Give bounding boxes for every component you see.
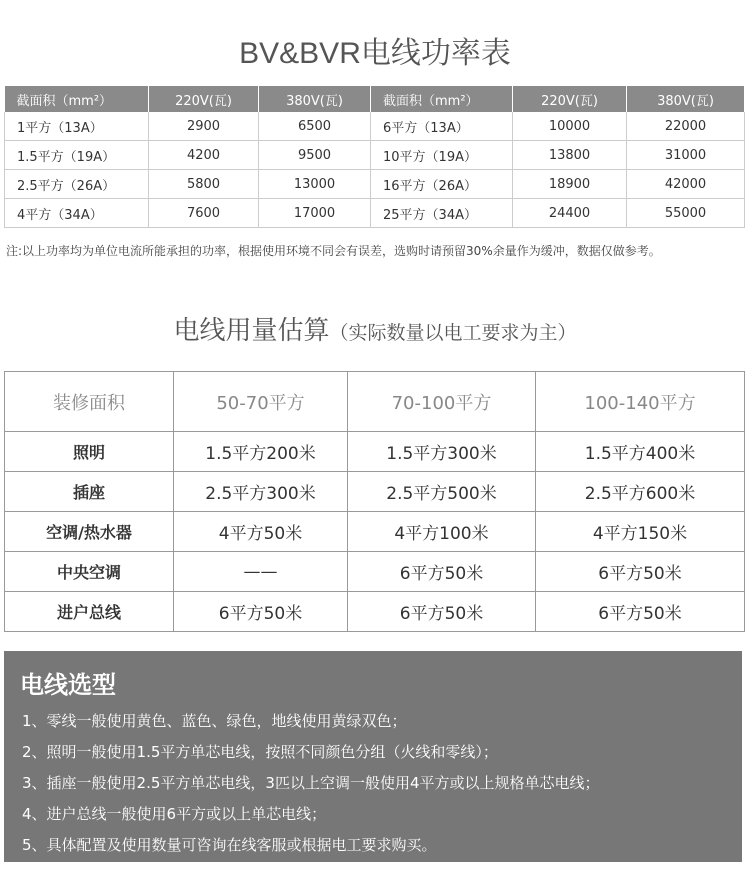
- table-cell: 4200: [149, 141, 259, 170]
- table-cell: 22000: [627, 112, 745, 141]
- table-cell: ——: [174, 552, 348, 592]
- table-cell: 1.5平方200米: [174, 432, 348, 472]
- row-label: 中央空调: [5, 552, 174, 592]
- row-label: 插座: [5, 472, 174, 512]
- table-cell: 9500: [259, 141, 371, 170]
- table-cell: 17000: [259, 199, 371, 228]
- row-label: 进户总线: [5, 592, 174, 632]
- table-cell: 2900: [149, 112, 259, 141]
- table-cell: 6平方50米: [536, 592, 745, 632]
- table-row: [5, 552, 745, 592]
- row-label: 照明: [5, 432, 174, 472]
- table-cell: 4平方100米: [348, 512, 536, 552]
- table-cell: 13000: [259, 170, 371, 199]
- table-cell: 6500: [259, 112, 371, 141]
- table-cell: 31000: [627, 141, 745, 170]
- table-cell: 4平方（34A）: [5, 199, 149, 228]
- table-row: [5, 472, 745, 512]
- header-cell: 380V(瓦): [259, 86, 371, 112]
- table-cell: 6平方50米: [348, 552, 536, 592]
- header-cell: 装修面积: [5, 372, 174, 432]
- table-cell: 13800: [513, 141, 627, 170]
- table-row: [5, 432, 745, 472]
- power-table-header: [5, 86, 745, 112]
- table-cell: 6平方（13A）: [371, 112, 513, 141]
- table-cell: 6平方50米: [348, 592, 536, 632]
- header-cell: 380V(瓦): [627, 86, 745, 112]
- header-cell: 220V(瓦): [149, 86, 259, 112]
- power-table-title: BV&BVR电线功率表: [239, 37, 511, 70]
- table-cell: 2.5平方500米: [348, 472, 536, 512]
- table-row: [5, 512, 745, 552]
- wire-selection-panel: [4, 651, 742, 862]
- table-cell: 4平方150米: [536, 512, 745, 552]
- table-cell: 1.5平方400米: [536, 432, 745, 472]
- header-cell: 截面积（mm²）: [371, 86, 513, 112]
- table-cell: 10000: [513, 112, 627, 141]
- power-table: [4, 86, 745, 228]
- table-row: [5, 141, 745, 170]
- table-cell: 1平方（13A）: [5, 112, 149, 141]
- table-cell: 24400: [513, 199, 627, 228]
- header-cell: 截面积（mm²）: [5, 86, 149, 112]
- table-cell: 10平方（19A）: [371, 141, 513, 170]
- usage-title-subtitle: （实际数量以电工要求为主）: [329, 322, 577, 344]
- table-cell: 55000: [627, 199, 745, 228]
- table-row: [5, 170, 745, 199]
- table-cell: 2.5平方300米: [174, 472, 348, 512]
- table-row: [5, 199, 745, 228]
- usage-table-title: [0, 310, 750, 347]
- table-cell: 5800: [149, 170, 259, 199]
- table-row: [5, 112, 745, 141]
- table-cell: 7600: [149, 199, 259, 228]
- header-cell: 220V(瓦): [513, 86, 627, 112]
- table-cell: 25平方（34A）: [371, 199, 513, 228]
- header-cell: 100-140平方: [536, 372, 745, 432]
- list-item: 1、零线一般使用黄色、蓝色、绿色，地线使用黄绿双色；: [22, 712, 407, 730]
- table-cell: 6平方50米: [536, 552, 745, 592]
- table-cell: 42000: [627, 170, 745, 199]
- table-cell: 4平方50米: [174, 512, 348, 552]
- table-cell: 2.5平方600米: [536, 472, 745, 512]
- header-cell: 70-100平方: [348, 372, 536, 432]
- table-cell: 1.5平方（19A）: [5, 141, 149, 170]
- usage-table: [4, 371, 745, 632]
- header-cell: 50-70平方: [174, 372, 348, 432]
- list-item: 3、插座一般使用2.5平方单芯电线，3匹以上空调一般使用4平方或以上规格单芯电线；: [22, 774, 600, 792]
- usage-table-header: [5, 372, 745, 432]
- table-row: [5, 592, 745, 632]
- table-cell: 6平方50米: [174, 592, 348, 632]
- wire-selection-title: 电线选型: [20, 671, 116, 699]
- table-cell: 16平方（26A）: [371, 170, 513, 199]
- list-item: 5、具体配置及使用数量可咨询在线客服或根据电工要求购买。: [22, 836, 437, 854]
- usage-title-main: 电线用量估算: [173, 316, 330, 346]
- table-cell: 18900: [513, 170, 627, 199]
- wire-selection-list: [22, 711, 600, 866]
- list-item: 2、照明一般使用1.5平方单芯电线，按照不同颜色分组（火线和零线）；: [22, 743, 498, 761]
- row-label: 空调/热水器: [5, 512, 174, 552]
- list-item: 4、进户总线一般使用6平方或以上单芯电线；: [22, 805, 327, 823]
- table-cell: 2.5平方（26A）: [5, 170, 149, 199]
- table-cell: 1.5平方300米: [348, 432, 536, 472]
- power-table-note: 注:以上功率均为单位电流所能承担的功率，根据使用环境不同会有误差，选购时请预留30%余量作为缓冲，数据仅做参考。: [6, 244, 661, 258]
